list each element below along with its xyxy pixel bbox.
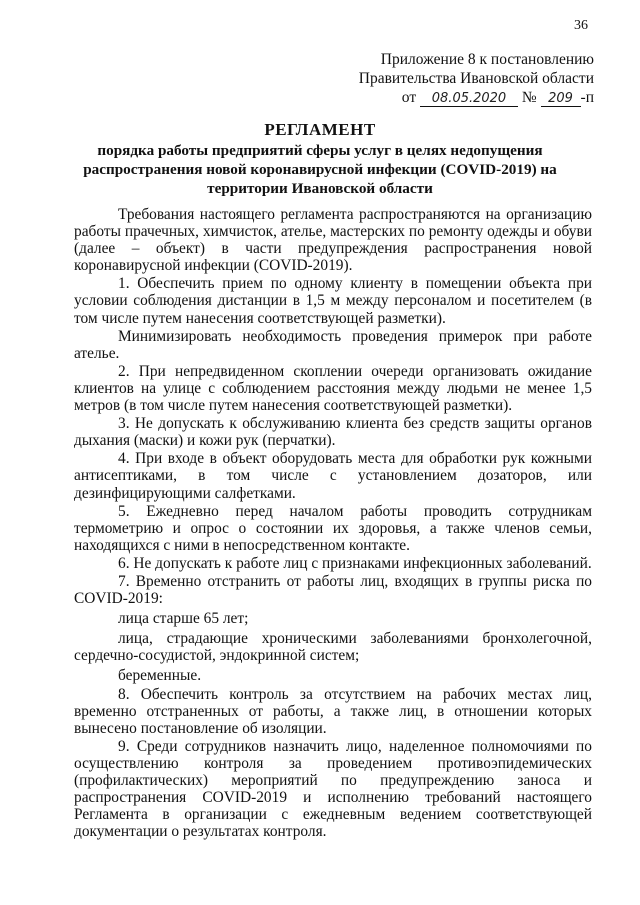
page-number: 36 [574, 18, 588, 33]
decree-number-sign: № [521, 89, 537, 106]
paragraph-item-9: 9. Среди сотрудников назначить лицо, наделенное полномочиями по осуществлению контроля за проведением противоэпидемических (профилактических) мероприятий по предупреждению заноса и распространения COVID-2019 и исполнению требований настоящего Регламента в организации с ежедневным ведением соответствующей документации о результатах контроля. [74, 737, 592, 841]
risk-group-pregnant: беременные. [118, 667, 202, 685]
paragraph-item-4: 4. При входе в объект оборудовать места для обработки рук кожными антисептиками, в том числе с установлением дозаторов, или дезинфицирующими салфетками. [74, 450, 592, 502]
paragraph-item-1: 1. Обеспечить прием по одному клиенту в помещении объекта при условии соблюдения дистанции в 1,5 м между персоналом и посетителем (в том числе путем нанесения соответствующей разметки). [74, 275, 592, 327]
document-title: РЕГЛАМЕНТ [264, 120, 376, 139]
appendix-line-2: Правительства Ивановской области [358, 70, 594, 87]
document-subtitle: порядка работы предприятий сферы услуг в целях недопущения распространения новой коронавирусной инфекции (COVID-2019) на территории Ивановской области [83, 142, 557, 197]
decree-from-label: от [401, 89, 417, 106]
risk-group-age: лица старше 65 лет; [118, 610, 249, 628]
paragraph-intro: Требования настоящего регламента распространяются на организацию работы прачечных, химчисток, ателье, мастерских по ремонту одежды и обуви (далее – объект) в части предупреждения распространения новой коронавирусной инфекции (COVID-2019). [74, 206, 592, 275]
appendix-line-1: Приложение 8 к постановлению [380, 51, 594, 68]
regulation-body [74, 206, 592, 840]
paragraph-item-5: 5. Ежедневно перед началом работы проводить сотрудникам термометрию и опрос о состоянии их здоровья, а также членов семьи, находящихся с ними в непосредственном контакте. [74, 502, 592, 554]
appendix-header [294, 50, 594, 107]
paragraph-item-2: 2. При непредвиденном скоплении очереди организовать ожидание клиентов на улице с соблюдением расстояния между людьми не менее 1,5 метров (в том числе путем нанесения соответствующей разметки). [74, 362, 592, 415]
decree-suffix: -п [580, 89, 594, 106]
paragraph-item-3: 3. Не допускать к обслуживанию клиента без средств защиты органов дыхания (маски) и кожи рук (перчатки). [74, 415, 592, 450]
paragraph-fittings: Минимизировать необходимость проведения примерок при работе ателье. [74, 327, 592, 362]
paragraph-item-7: 7. Временно отстранить от работы лиц, входящих в группы риска по COVID-2019: [74, 572, 592, 608]
decree-date: 08.05.2020 [420, 91, 518, 107]
paragraph-item-8: 8. Обеспечить контроль за отсутствием на рабочих местах лиц, временно отстраненных от работы, а также лиц, в отношении которых вынесено постановление об изоляции. [74, 685, 592, 737]
decree-number: 209 [541, 91, 581, 107]
paragraph-item-6: 6. Не допускать к работе лиц с признаками инфекционных заболеваний. [118, 554, 592, 572]
risk-group-chronic: лица, страдающие хроническими заболеваниями бронхолегочной, сердечно-сосудистой, эндокринной систем; [74, 630, 592, 665]
decree-reference [294, 88, 594, 107]
